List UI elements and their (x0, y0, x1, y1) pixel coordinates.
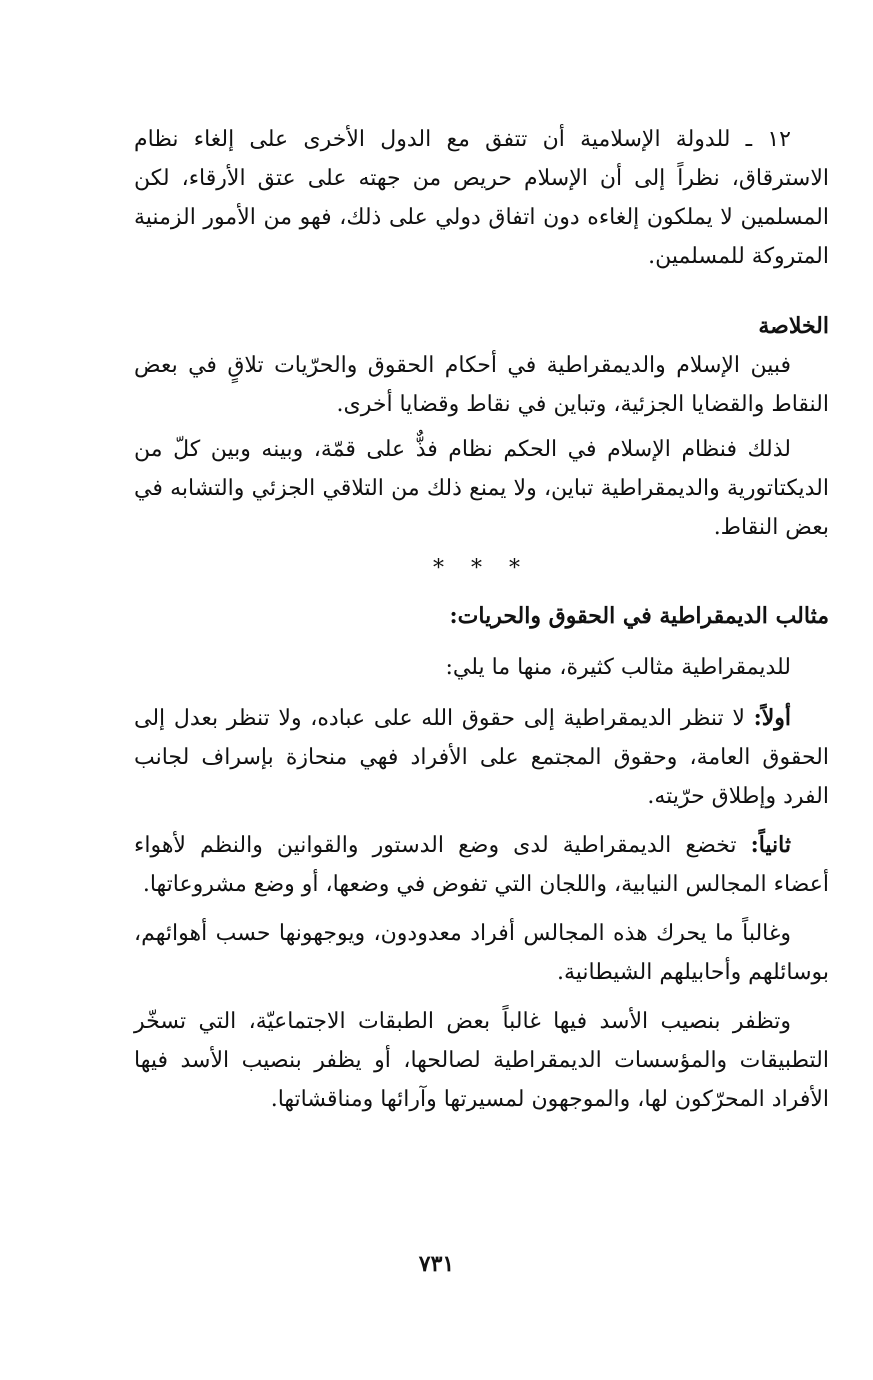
summary-paragraph-2: لذلك فنظام الإسلام في الحكم نظام فذٌّ على قمّة، وبينه وبين كلّ من الديكتاتورية والديمقراطية تباين، ولا يمنع ذلك من التلاقي الجزئي والتشابه في بعض النقاط. (134, 437, 829, 540)
page-body (134, 120, 829, 1119)
first-point-text: لا تنظر الديمقراطية إلى حقوق الله على عباده، ولا تنظر بعدل إلى الحقوق العامة، وحقوق المجتمع على الأفراد فهي منحازة بإسراف لجانب الفرد وإطلاق حرّيته. (134, 706, 829, 809)
section-heading: مثالب الديمقراطية في الحقوق والحريات: (449, 603, 829, 629)
section-separator: * * * (433, 556, 530, 581)
second-point-lead: ثانياً: (750, 832, 791, 858)
page-number: ٧٣١ (418, 1251, 455, 1277)
paragraph-item-12: ١٢ ـ للدولة الإسلامية أن تتفق مع الدول الأخرى على إلغاء نظام الاسترقاق، نظراً إلى أن الإسلام حريص من جهته على عتق الأرقاء، لكن المسلمين لا يملكون إلغاءه دون اتفاق دولي على ذلك، فهو من الأمور الزمنية المتروكة للمسلمين. (134, 127, 829, 269)
paragraph-lion-share: وتظفر بنصيب الأسد فيها غالباً بعض الطبقات الاجتماعيّة، التي تسخّر التطبيقات والمؤسسات الديمقراطية لصالحها، أو يظفر بنصيب الأسد فيها الأفراد المحرّكون لها، والموجهون لمسيرتها وآرائها ومناقشاتها. (134, 1009, 829, 1112)
second-point-text: تخضع الديمقراطية لدى وضع الدستور والقوانين والنظم لأهواء أعضاء المجالس النيابية، واللجان التي تفوض في وضعها، أو وضع مشروعاتها. (134, 833, 829, 897)
first-point-paragraph (134, 699, 829, 816)
first-point-lead: أولاً: (753, 705, 791, 731)
summary-paragraph-1: فبين الإسلام والديمقراطية في أحكام الحقوق والحرّيات تلاقٍ في بعض النقاط والقضايا الجزئية، وتباين في نقاط وقضايا أخرى. (134, 353, 829, 417)
intro-paragraph: للديمقراطية مثالب كثيرة، منها ما يلي: (445, 655, 791, 680)
second-point-paragraph (134, 826, 829, 904)
paragraph-often: وغالباً ما يحرك هذه المجالس أفراد معدودون، ويوجهونها حسب أهوائهم، بوسائلهم وأحابيلهم الشيطانية. (134, 921, 829, 985)
summary-heading: الخلاصة (758, 313, 829, 339)
